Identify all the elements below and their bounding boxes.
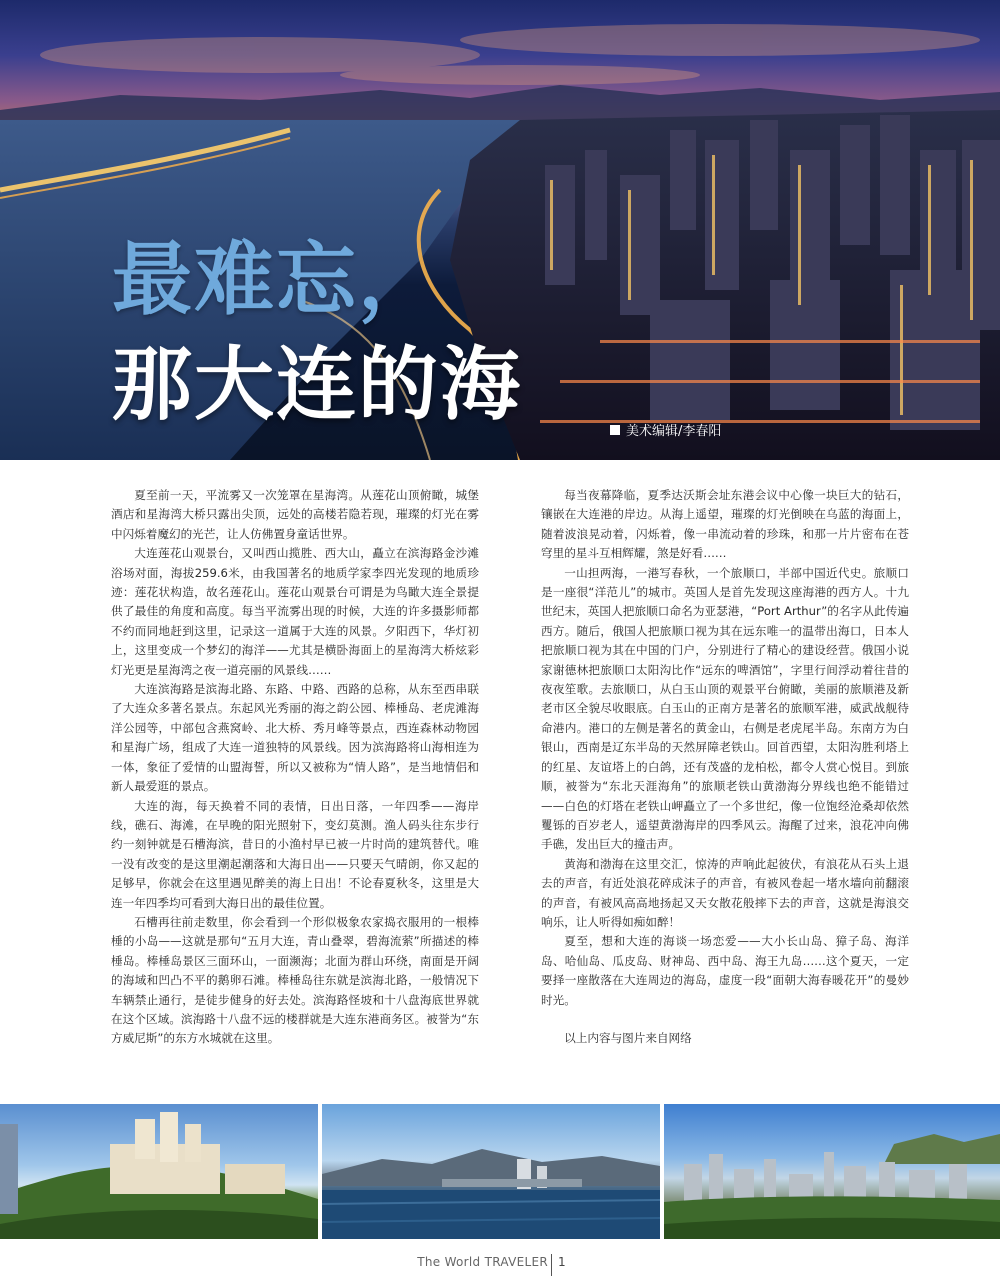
photo-strip bbox=[0, 1104, 1000, 1239]
lushun-harbor-photo bbox=[322, 1104, 660, 1239]
paragraph: 大连莲花山观景台，又叫西山揽胜、西大山，矗立在滨海路金沙滩浴场对面，海拔259.6米，由我国著名的地质学家李四光发现的地质珍迹：莲花状构造，故名莲花山。莲花山观景台可谓是为鸟瞰大连全景提供了最佳的角度和高度。每当平流雾出现的时候，大连的许多摄影师都不约而同地赶到这里，记录这一道属于大连的风景。夕阳西下，华灯初上，这里变成一个梦幻的海洋——尤其是横卧海面上的星海湾大桥炫彩灯光更是星海湾之夜一道亮丽的风景线…… bbox=[111, 546, 479, 677]
paragraph: 每当夜幕降临，夏季达沃斯会址东港会议中心像一块巨大的钻石，镶嵌在大连港的岸边。从海上遥望，璀璨的灯光倒映在乌蓝的海面上，随着波浪晃动着，闪烁着，像一串流动着的珍珠，和那一片片密布在苍穹里的星斗互相辉耀，煞是好看…… bbox=[541, 488, 909, 561]
article-title-line-1: 最难忘， bbox=[112, 233, 440, 326]
editor-credit-text: 美术编辑/李春阳 bbox=[626, 424, 722, 439]
paragraph: 一山担两海，一港写春秋，一个旅顺口，半部中国近代史。旅顺口是一座很“洋范儿”的城市。英国人是首先发现这座海港的西方人。十九世纪末，英国人把旅顺口命名为亚瑟港，“Port Arthur”的名字从此传遍西方。随后，俄国人把旅顺口视为其在远东唯一的温带出海口，日本人把旅顺口视为其在中国的门户，分别进行了精心的建设经营。俄国小说家谢德林把旅顺口太阳沟比作“远东的啤酒馆”，字里行间浮动着往昔的夜夜笙歌。去旅顺口，从白玉山顶的观景平台俯瞰，美丽的旅顺港及新老市区全貌尽收眼底。白玉山的正南方是著名的旅顺军港，威武战舰待命港内。港口的左侧是著名的黄金山，右侧是老虎尾半岛。东南方为白银山，西南是辽东半岛的天然屏障老铁山。回首西望，太阳沟胜利塔上的红星、友谊塔上的白鸽，还有茂盛的龙柏松，都令人赏心悦目。到旅顺，被誉为“东北天涯海角”的旅顺老铁山黄渤海分界线也绝不能错过——白色的灯塔在老铁山岬矗立了一个多世纪，像一位饱经沧桑却依然矍铄的百岁老人，遥望黄渤海岸的四季风云。海醒了过来，浪花冲向佛手礁，发出巨大的撞击声。 bbox=[541, 565, 909, 852]
dalian-cityscape-photo bbox=[664, 1104, 1000, 1239]
editor-credit bbox=[610, 420, 721, 439]
castle-hotel-photo bbox=[0, 1104, 318, 1239]
paragraph: 大连滨海路是滨海北路、东路、中路、西路的总称，从东至西串联了大连众多著名景点。东起风光秀丽的海之韵公园、棒棰岛、老虎滩海洋公园等，中部包含燕窝岭、北大桥、秀月峰等景点，西连森林动物园和星海广场，组成了大连一道独特的风景线。因为滨海路将山海相连为一体，象征了爱情的山盟海誓，所以又被称为“情人路”，是当地情侣和新人最爱逛的景点。 bbox=[111, 682, 479, 794]
article-column-left bbox=[111, 486, 479, 1049]
paragraph: 夏至，想和大连的海谈一场恋爱——大小长山岛、獐子岛、海洋岛、哈仙岛、瓜皮岛、财神岛、西中岛、海王九岛……这个夏天，一定要择一座散落在大连周边的海岛，虚度一段“面朝大海春暖花开”的曼妙时光。 bbox=[541, 934, 909, 1007]
article-column-right bbox=[541, 486, 909, 1048]
article-title-line-2: 那大连的海 bbox=[112, 338, 522, 431]
paragraph: 夏至前一天，平流雾又一次笼罩在星海湾。从莲花山顶俯瞰，城堡酒店和星海湾大桥只露出尖顶，远处的高楼若隐若现，璀璨的灯光在雾中闪烁着魔幻的光芒，让人仿佛置身童话世界。 bbox=[111, 488, 479, 541]
hero-photo bbox=[0, 0, 1000, 460]
castle-illustration bbox=[0, 1104, 318, 1239]
harbor-illustration bbox=[322, 1104, 660, 1239]
paragraph: 石槽再往前走数里，你会看到一个形似极象农家捣衣服用的一根棒棰的小岛——这就是那句“五月大连，青山叠翠，碧海流萦”所描述的棒棰岛。棒棰岛景区三面环山，一面濒海；北面为群山环绕，南面是开阔的海域和凹凸不平的鹅卵石滩。棒棰岛往东就是滨海北路，一般情况下车辆禁止通行，是徒步健身的好去处。滨海路怪坡和十八盘海底世界就在这个区域。滨海路十八盘不远的楼群就是大连东港商务区。被誉为“东方威尼斯”的东方水城就在这里。 bbox=[111, 914, 479, 1046]
square-bullet-icon bbox=[610, 425, 620, 435]
source-note: 以上内容与图片来自网络 bbox=[564, 1030, 692, 1045]
footer-divider bbox=[551, 1254, 552, 1276]
magazine-brand: The World TRAVELER bbox=[417, 1255, 548, 1269]
page-number: 1 bbox=[558, 1255, 566, 1269]
city-skyline-illustration bbox=[664, 1104, 1000, 1239]
paragraph: 黄海和渤海在这里交汇，惊涛的声响此起彼伏，有浪花从石头上退去的声音，有近处浪花碎成沫子的声音，有被风卷起一堵水墙向前翻滚的声音，有被风高高地扬起又天女散花般摔下去的声音，这就是海浪交响乐，让人听得如痴如醉！ bbox=[541, 856, 909, 929]
page-footer bbox=[0, 1254, 1000, 1278]
paragraph: 大连的海，每天换着不同的表情，日出日落，一年四季——海岸线，礁石、海滩，在早晚的阳光照射下，变幻莫测。渔人码头往东步行约一刻钟就是石槽海滨，昔日的小渔村早已被一片时尚的建筑替代。唯一没有改变的是这里潮起潮落和大海日出——只要天气晴朗，你又起的足够早，你就会在这里遇见醉美的海上日出！不论春夏秋冬，这里是大连一年四季均可看到大海日出的最佳位置。 bbox=[111, 798, 479, 910]
